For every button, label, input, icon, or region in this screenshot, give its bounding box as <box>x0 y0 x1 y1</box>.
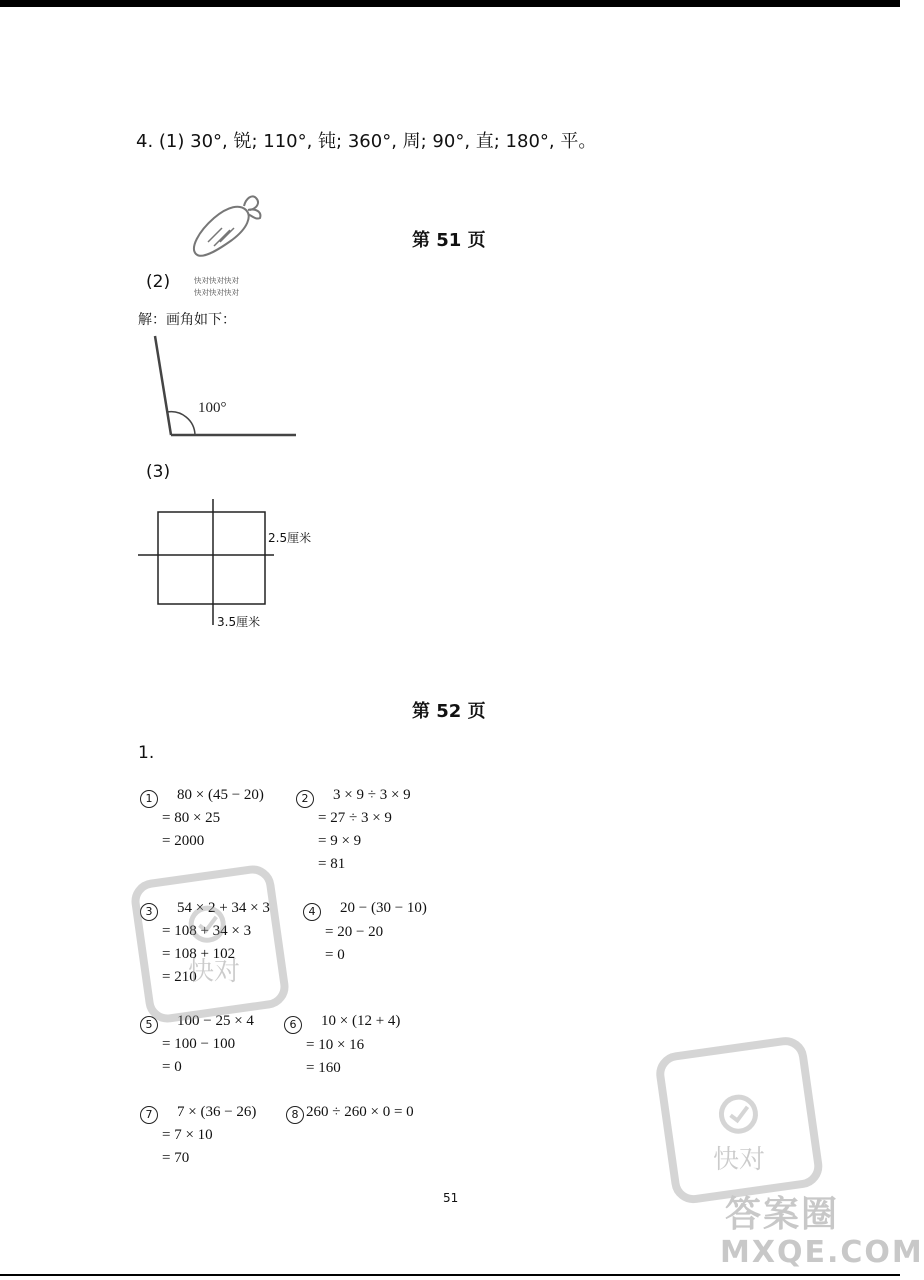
watermark-stamp-right <box>655 1030 825 1205</box>
calc-1-line-3: = 2000 <box>162 833 205 849</box>
watermark-stamp-text: 快对 <box>188 957 241 987</box>
calc-4-line-2: = 20 − 20 <box>325 924 384 940</box>
calc-2 <box>296 787 314 808</box>
watermark-stamp-left <box>128 862 293 1027</box>
calc-4-line-1: 20 − (30 − 10) <box>340 900 427 916</box>
calc-number: 3 <box>140 903 158 921</box>
part-3-label: (3) <box>146 462 171 482</box>
calc-number: 6 <box>284 1016 302 1034</box>
calc-4-line-3: = 0 <box>325 947 345 963</box>
calc-1-line-2: = 80 × 25 <box>162 810 221 826</box>
calc-7-line-1: 7 × (36 − 26) <box>177 1104 257 1120</box>
calc-2-line-2: = 27 ÷ 3 × 9 <box>318 810 392 826</box>
carrot-caption-2: 快对快对快对 <box>194 288 239 297</box>
angle-diagram <box>150 330 310 445</box>
calc-2-line-1: 3 × 9 ÷ 3 × 9 <box>333 787 411 803</box>
angle-label: 100° <box>198 400 227 416</box>
calc-5-line-1: 100 − 25 × 4 <box>177 1013 254 1029</box>
calc-3-line-2: = 108 + 34 × 3 <box>162 923 252 939</box>
carrot-icon <box>188 192 268 260</box>
calc-5-line-2: = 100 − 100 <box>162 1036 236 1052</box>
calc-number: 7 <box>140 1106 158 1124</box>
calc-number: 2 <box>296 790 314 808</box>
top-border <box>0 0 900 7</box>
calc-7-line-2: = 7 × 10 <box>162 1127 213 1143</box>
calc-3-line-4: = 210 <box>162 969 197 985</box>
calc-2-line-3: = 9 × 9 <box>318 833 362 849</box>
watermark-site-name: 答案圈 <box>725 1194 840 1235</box>
page-number: 51 <box>443 1191 459 1205</box>
calc-number: 8 <box>286 1106 304 1124</box>
rect-height-label: 2.5厘米 <box>268 531 312 545</box>
calc-6-line-3: = 160 <box>306 1060 341 1076</box>
solution-text: 解：画角如下： <box>138 312 236 328</box>
page-51-heading: 第 51 页 <box>412 230 486 251</box>
calc-number: 1 <box>140 790 158 808</box>
answer-4-1: 4. (1) 30°, 锐; 110°, 钝; 360°, 周; 90°, 直; 180°, 平。 <box>136 131 597 152</box>
calc-1 <box>140 787 158 808</box>
watermark-stamp-text-2: 快对 <box>713 1145 766 1175</box>
calc-number: 4 <box>303 903 321 921</box>
page-52-heading: 第 52 页 <box>412 701 486 722</box>
calc-7 <box>140 1103 158 1124</box>
question-1-label: 1. <box>138 743 155 763</box>
calc-5-line-3: = 0 <box>162 1059 182 1075</box>
calc-4 <box>303 900 321 921</box>
rectangle-diagram <box>136 495 276 630</box>
carrot-caption-1: 快对快对快对 <box>194 276 239 285</box>
carrot-logo <box>188 192 268 264</box>
calc-8 <box>286 1103 304 1124</box>
bottom-border <box>0 1274 900 1276</box>
calc-3-line-1: 54 × 2 + 34 × 3 <box>177 900 270 916</box>
calc-6-line-2: = 10 × 16 <box>306 1037 365 1053</box>
calc-number: 5 <box>140 1016 158 1034</box>
calc-6-line-1: 10 × (12 + 4) <box>321 1013 401 1029</box>
calc-3-line-3: = 108 + 102 <box>162 946 236 962</box>
watermark-domain: MXQE.COM <box>720 1235 924 1270</box>
calc-1-line-1: 80 × (45 − 20) <box>177 787 264 803</box>
calc-2-line-4: = 81 <box>318 856 346 872</box>
calc-7-line-3: = 70 <box>162 1150 190 1166</box>
rect-width-label: 3.5厘米 <box>217 615 261 629</box>
calc-8-line-1: 260 ÷ 260 × 0 = 0 <box>306 1104 414 1120</box>
part-2-label: (2) <box>146 272 171 292</box>
